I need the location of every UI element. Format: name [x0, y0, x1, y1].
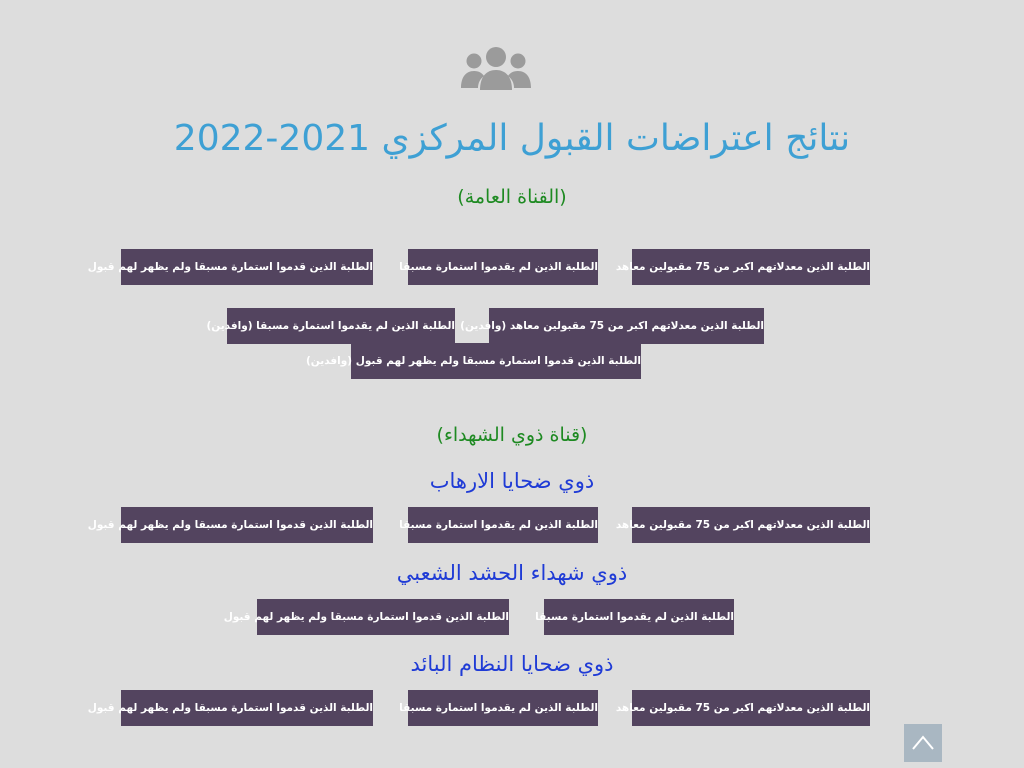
general-high-avg-expat-button[interactable]: الطلبة الذين معدلاتهم اكبر من 75 مقبولين معاهد (وافدين) — [489, 308, 764, 344]
martyrs-channel-heading: (قناة ذوي الشهداء) — [436, 424, 588, 446]
terror-no-form-button[interactable]: الطلبة الذين لم يقدموا استمارة مسبقا — [408, 507, 598, 543]
page-title: نتائج اعتراضات القبول المركزي 2021-2022 — [173, 118, 851, 159]
regime-form-no-accept-button[interactable]: الطلبة الذين قدموا استمارة مسبقا ولم يظهر لهم قبول — [121, 690, 373, 726]
users-icon — [460, 46, 532, 92]
regime-high-avg-button[interactable]: الطلبة الذين معدلاتهم اكبر من 75 مقبولين معاهد — [632, 690, 870, 726]
general-channel-heading: (القناة العامة) — [457, 186, 567, 208]
hashd-no-form-button[interactable]: الطلبة الذين لم يقدموا استمارة مسبقا — [544, 599, 734, 635]
terror-victims-heading: ذوي ضحايا الارهاب — [429, 469, 595, 493]
chevron-up-icon — [904, 724, 942, 762]
terror-high-avg-button[interactable]: الطلبة الذين معدلاتهم اكبر من 75 مقبولين معاهد — [632, 507, 870, 543]
general-high-avg-button[interactable]: الطلبة الذين معدلاتهم اكبر من 75 مقبولين معاهد — [632, 249, 870, 285]
regime-victims-heading: ذوي ضحايا النظام البائد — [410, 652, 614, 676]
hashd-form-no-accept-button[interactable]: الطلبة الذين قدموا استمارة مسبقا ولم يظهر لهم قبول — [257, 599, 509, 635]
hashd-martyrs-heading: ذوي شهداء الحشد الشعبي — [396, 561, 628, 585]
general-no-form-expat-button[interactable]: الطلبة الذين لم يقدموا استمارة مسبقا (وافدين) — [227, 308, 455, 344]
scroll-top-button[interactable] — [904, 724, 942, 762]
general-form-no-accept-button[interactable]: الطلبة الذين قدموا استمارة مسبقا ولم يظهر لهم قبول — [121, 249, 373, 285]
general-no-form-button[interactable]: الطلبة الذين لم يقدموا استمارة مسبقا — [408, 249, 598, 285]
general-form-no-accept-expat-button[interactable]: الطلبة الذين قدموا استمارة مسبقا ولم يظهر لهم قبول (وافدين) — [351, 343, 641, 379]
terror-form-no-accept-button[interactable]: الطلبة الذين قدموا استمارة مسبقا ولم يظهر لهم قبول — [121, 507, 373, 543]
regime-no-form-button[interactable]: الطلبة الذين لم يقدموا استمارة مسبقا — [408, 690, 598, 726]
